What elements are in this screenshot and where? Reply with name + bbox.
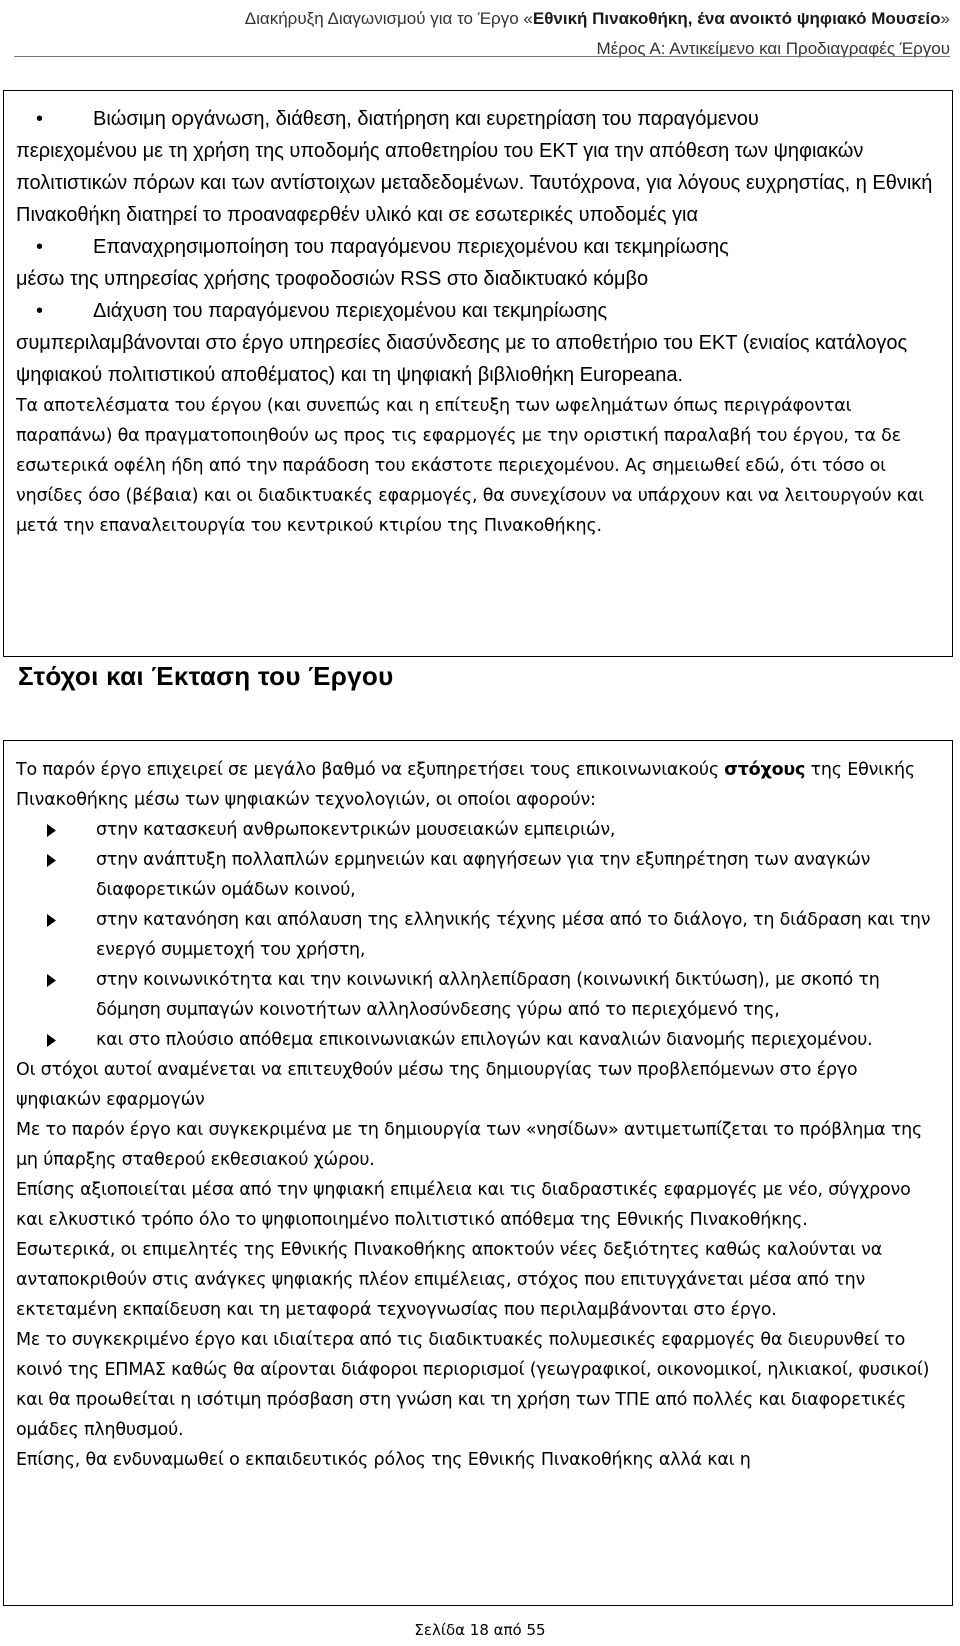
bullet-item: • Βιώσιμη οργάνωση, διάθεση, διατήρηση και ευρετηρίαση του παραγόμενου περιεχομένου με τη χρήση της υποδομής αποθετηρίου του ΕΚΤ για την απόθεση των ψηφιακών πολιτιστικών πόρων και των αντίστοιχων μεταδεδομένων. Ταυτόχρονα, για λόγους ευχρηστίας, η Εθνική Πινακοθήκη διατηρεί το προαναφερθέν υλικό και σε εσωτερικές υποδομές για (16, 103, 940, 231)
bullet-dot-icon: • (36, 300, 44, 322)
page-header (245, 4, 950, 64)
triangle-bullet-icon (16, 965, 96, 1025)
body-paragraph: Επίσης, θα ενδυναμωθεί ο εκπαιδευτικός ρόλος της Εθνικής Πινακοθήκης αλλά και η (16, 1450, 751, 1470)
section-title: Στόχοι και Έκταση του Έργου (18, 661, 394, 691)
list-item: στην ανάπτυξη πολλαπλών ερμηνειών και αφηγήσεων για την εξυπηρέτηση των αναγκών διαφορετικών ομάδων κοινού, (16, 845, 940, 905)
page-number: Σελίδα 18 από 55 (414, 1621, 546, 1639)
bullet-item: • Επαναχρησιμοποίηση του παραγόμενου περιεχομένου και τεκμηρίωσης μέσω της υπηρεσίας χρήσης τροφοδοσιών RSS στο διαδικτυακό κόμβο (16, 231, 940, 295)
list-item: και στο πλούσιο απόθεμα επικοινωνιακών επιλογών και καναλιών διανομής περιεχομένου. (16, 1025, 940, 1055)
bullet-item: • Διάχυση του παραγόμενου περιεχομένου και τεκμηρίωσης συμπεριλαμβάνονται στο έργο υπηρεσίες διασύνδεσης με το αποθετήριο του ΕΚΤ (ενιαίος κατάλογος ψηφιακού πολιτιστικού αποθέματος) και τη ψηφιακή βιβλιοθήκη Europeana. (16, 295, 940, 391)
results-paragraph: Τα αποτελέσματα του έργου (και συνεπώς και η επίτευξη των ωφελημάτων όπως περιγράφονται παραπάνω) θα πραγματοποιηθούν ως προς τις εφαρμογές με την οριστική παραλαβή του έργου, τα δε εσωτερικά οφέλη ήδη από την παράδοση του εκάστοτε περιεχομένου. Ας σημειωθεί εδώ, ότι τόσο οι νησίδες όσο (βέβαια) και οι διαδικτυακές εφαρμογές, θα συνεχίσουν να υπάρχουν και να λειτουργούν και μετά την επαναλειτουργία του κεντρικού κτιρίου της Πινακοθήκης. (16, 396, 924, 536)
body-paragraph: Με το παρόν έργο και συγκεκριμένα με τη δημιουργία των «νησίδων» αντιμετωπίζεται το πρόβλημα της μη ύπαρξης σταθερού εκθεσιακού χώρου. (16, 1120, 923, 1170)
body-paragraph: Οι στόχοι αυτοί αναμένεται να επιτευχθούν μέσω της δημιουργίας των προβλεπόμενων στο έργο ψηφιακών εφαρμογών (16, 1060, 858, 1110)
bullet-dot-icon: • (36, 236, 44, 258)
triangle-bullet-icon (16, 905, 96, 965)
list-item: στην κατανόηση και απόλαυση της ελληνικής τέχνης μέσα από το διάλογο, τη διάδραση και την ενεργό συμμετοχή του χρήστη, (16, 905, 940, 965)
triangle-bullet-icon (16, 815, 96, 845)
header-line-2: Μέρος Α: Αντικείμενο και Προδιαγραφές Έργου (596, 39, 950, 58)
list-item: στην κοινωνικότητα και την κοινωνική αλληλεπίδραση (κοινωνική δικτύωση), με σκοπό τη δόμηση συμπαγών κοινοτήτων αλληλοσύνδεσης γύρω από το περιεχόμενό της, (16, 965, 940, 1025)
bordered-box-services (3, 90, 953, 657)
body-paragraph: Επίσης αξιοποιείται μέσα από την ψηφιακή επιμέλεια και τις διαδραστικές εφαρμογές με νέο, σύγχρονο και ελκυστικό τρόπο όλο το ψηφιοποιημένο πολιτιστικό απόθεμα της Εθνικής Πινακοθήκης. (16, 1180, 911, 1230)
bullet-dot-icon: • (36, 108, 44, 130)
triangle-bullet-icon (16, 845, 96, 905)
triangle-bullet-icon (16, 1025, 96, 1055)
list-item: στην κατασκευή ανθρωποκεντρικών μουσειακών εμπειριών, (16, 815, 940, 845)
header-line-1: Διακήρυξη Διαγωνισμού για το Έργο «Εθνική Πινακοθήκη, ένα ανοικτό ψηφιακό Μουσείο» (244, 9, 950, 28)
body-paragraph: Με το συγκεκριμένο έργο και ιδιαίτερα από τις διαδικτυακές πολυμεσικές εφαρμογές θα διευρυνθεί το κοινό της ΕΠΜΑΣ καθώς θα αίρονται διάφοροι περιορισμοί (γεωγραφικοί, οικονομικοί, ηλικιακοί, φυσικοί) και θα προωθείται η ισότιμη πρόσβαση στη γνώση και τη χρήση των ΤΠΕ από πολλές και διαφορετικές ομάδες πληθυσμού. (16, 1330, 930, 1440)
body-paragraph: Εσωτερικά, οι επιμελητές της Εθνικής Πινακοθήκης αποκτούν νέες δεξιότητες καθώς καλούνται να ανταποκριθούν στις ανάγκες ψηφιακής πλέον επιμέλειας, στόχος που επιτυγχάνεται μέσα από την εκτεταμένη εκπαίδευση και τη μεταφορά τεχνογνωσίας που περιλαμβάνονται στο έργο. (16, 1240, 883, 1320)
header-rule (14, 56, 950, 57)
intro-paragraph: Το παρόν έργο επιχειρεί σε μεγάλο βαθμό να εξυπηρετήσει τους επικοινωνιακούς στόχους της Εθνικής Πινακοθήκης μέσω των ψηφιακών τεχνολογιών, οι οποίοι αφορούν: (16, 760, 915, 810)
bordered-box-goals (3, 740, 953, 1606)
goals-list (16, 815, 940, 1055)
